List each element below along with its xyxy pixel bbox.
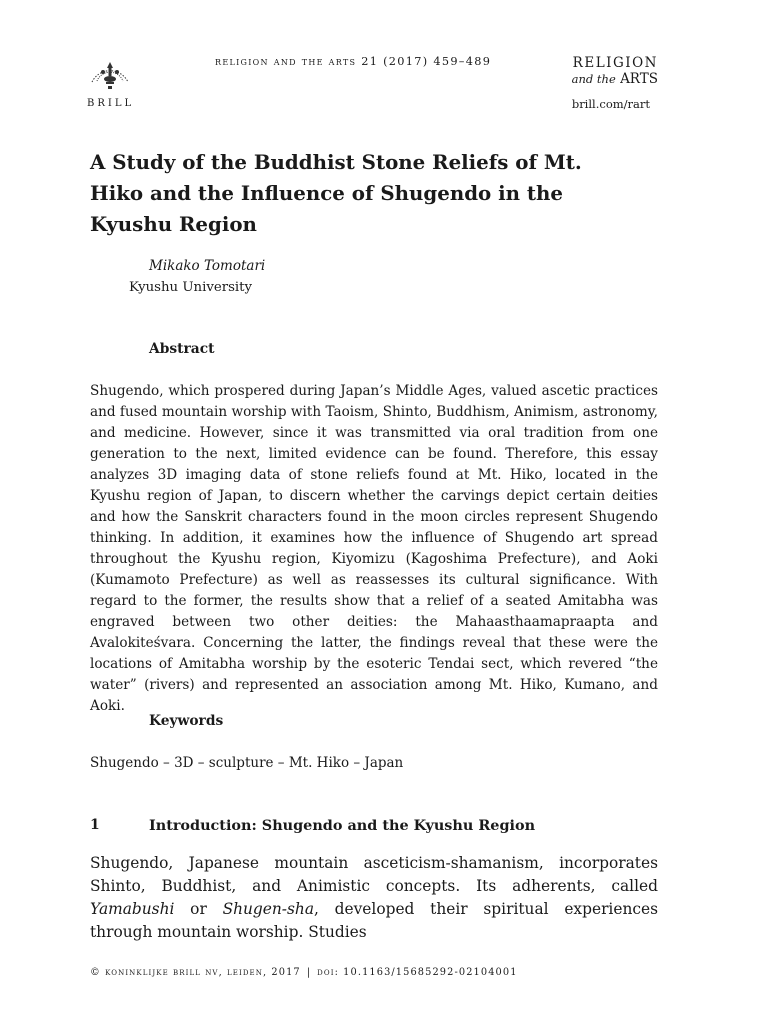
- intro-text-1: Shugendo, Japanese mountain asceticism-shamanism, incorporates Shinto, Buddhist, and Animistic concepts. Its adherents, called: [90, 854, 658, 895]
- keywords-list: Shugendo – 3D – sculpture – Mt. Hiko – Japan: [90, 755, 404, 771]
- brill-seal-logo: [84, 48, 136, 92]
- intro-text-2: or: [174, 900, 223, 918]
- intro-paragraph: [90, 852, 658, 944]
- journal-title-italic: and the: [571, 71, 616, 86]
- intro-term-shugensha: Shugen-sha: [222, 900, 314, 918]
- author-name: Mikako Tomotari: [149, 258, 266, 274]
- section-title: Introduction: Shugendo and the Kyushu Region: [149, 817, 536, 834]
- keywords-heading: Keywords: [149, 713, 224, 729]
- abstract-text: Shugendo, which prospered during Japan’s Middle Ages, valued ascetic practices and fused mountain worship with Taoism, Shinto, Buddhism, Animism, astronomy, and medicine. However, since it was transmitted via oral tradition from one generation to the next, limited evidence can be found. Therefore, this essay analyzes 3D imaging data of stone reliefs found at Mt. Hiko, located in the Kyushu region of Japan, to discern whether the carvings depict certain deities and how the Sanskrit characters found in the moon circles represent Shugendo thinking. In addition, it examines how the influence of Shugendo art spread throughout the Kyushu region, Kiyomizu (Kagoshima Prefecture), and Aoki (Kumamoto Prefecture) as well as reassesses its cultural significance. With regard to the former, the results show that a relief of a seated Amitabha was engraved between two other deities: the Mahaasthaamapraapta and Avalokiteśvara. Concerning the latter, the findings reveal that these were the locations of Amitabha worship by the esoteric Tendai sect, which revered “the water” (rivers) and represented an association among Mt. Hiko, Kumano, and Aoki.: [90, 383, 658, 714]
- section-number: 1: [90, 817, 100, 833]
- abstract-heading: Abstract: [149, 341, 215, 357]
- running-head: religion and the arts 21 (2017) 459–489: [215, 55, 492, 68]
- footer-doi[interactable]: doi: 10.1163/15685292-02104001: [317, 967, 518, 978]
- footer-separator: |: [306, 967, 312, 978]
- page-footer: [90, 967, 518, 978]
- journal-logo: [572, 57, 658, 86]
- intro-term-yamabushi: Yamabushi: [90, 900, 175, 918]
- footer-copyright: © koninklijke brill nv, leiden, 2017: [90, 967, 301, 978]
- journal-title-caps: ARTS: [620, 70, 658, 87]
- intro-text-3: , developed their spiritual experiences through mountain worship. Studies: [90, 900, 658, 941]
- journal-title-line1: RELIGION: [572, 55, 658, 71]
- journal-url[interactable]: brill.com/rart: [571, 97, 650, 111]
- journal-title-line2: [571, 70, 658, 87]
- author-affiliation: Kyushu University: [129, 280, 253, 295]
- publisher-name: BRILL: [87, 98, 135, 109]
- article-title: A Study of the Buddhist Stone Reliefs of Mt. Hiko and the Influence of Shugendo in the Kyushu Region: [90, 150, 582, 236]
